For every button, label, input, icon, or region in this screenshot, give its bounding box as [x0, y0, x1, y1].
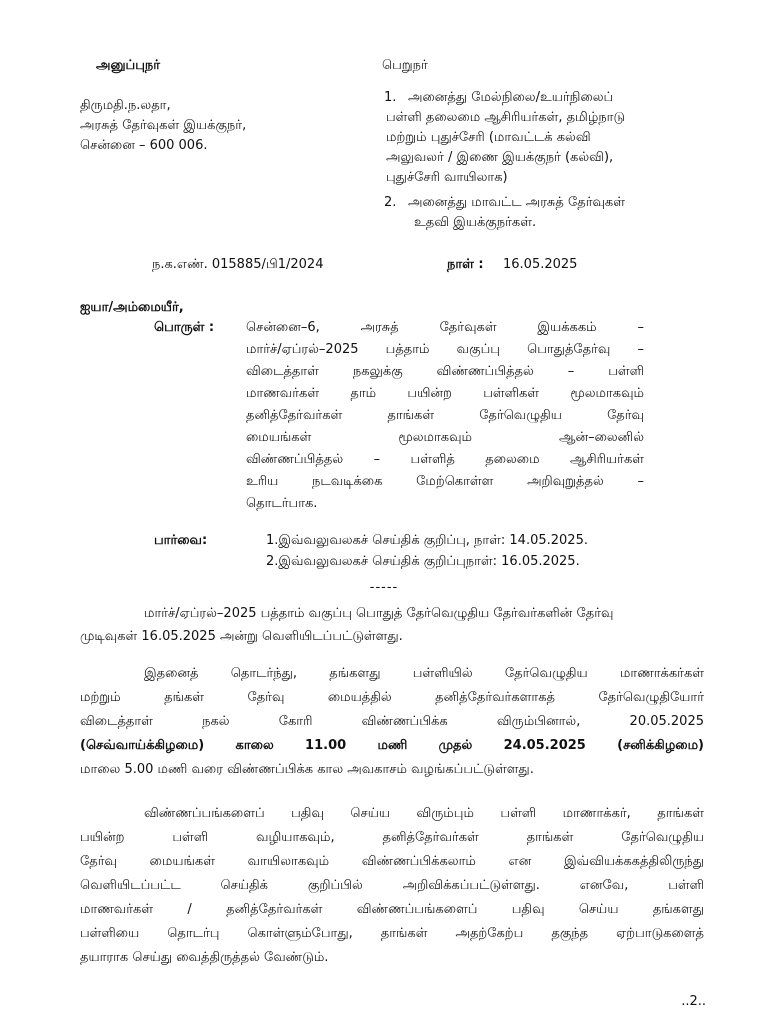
paragraph-line: மாணவர்கள் / தனித்தேர்வர்கள் விண்ணப்பங்களைப் பதிவு செய்ய தங்களது	[80, 902, 704, 917]
subject-line: சென்னை–6, அரசுத் தேர்வுகள் இயக்ககம் –	[246, 320, 644, 335]
page-marker: ..2..	[681, 994, 706, 1009]
date-label: நாள் :	[447, 257, 484, 272]
paragraph-line: பள்ளியை தொடர்பு கொள்ளும்போது, தாங்கள் அதற்கேற்ப தகுந்த ஏற்பாடுகளைத்	[80, 926, 704, 941]
recipient-item-number: 1.	[384, 90, 397, 105]
recipient-item-line: அலுவலர் / இணை இயக்குநர் (கல்வி),	[386, 150, 614, 165]
separator: -----	[369, 580, 399, 595]
recipient-heading: பெறுநர்	[382, 58, 428, 73]
reference-line: 2.இவ்வலுவலகச் செய்திக் குறிப்புநாள்: 16.05.2025.	[266, 554, 580, 569]
ref-number: ந.க.எண். 015885/பி1/2024	[152, 257, 324, 272]
paragraph-line: மார்ச்/ஏப்ரல்–2025 பத்தாம் வகுப்பு பொதுத் தேர்வெழுதிய தேர்வர்களின் தேர்வு	[144, 606, 614, 621]
reference-label: பார்வை:	[154, 533, 208, 548]
subject-line: தனித்தேர்வர்கள் தாங்கள் தேர்வெழுதிய தேர்வு	[246, 408, 644, 423]
paragraph-line: விடைத்தாள் நகல் கோரி விண்ணப்பிக்க விரும்பினால், 20.05.2025	[80, 714, 704, 729]
paragraph-line: முடிவுகள் 16.05.2025 அன்று வெளியிடப்பட்டுள்ளது.	[80, 629, 403, 644]
subject-line: உரிய நடவடிக்கை மேற்கொள்ள அறிவுறுத்தல் –	[246, 474, 644, 489]
reference-line: 1.இவ்வலுவலகச் செய்திக் குறிப்பு, நாள்: 14.05.2025.	[266, 533, 588, 548]
subject-line: மார்ச்/ஏப்ரல்–2025 பத்தாம் வகுப்பு பொதுத்தேர்வு –	[246, 342, 644, 357]
paragraph-line: விண்ணப்பங்களைப் பதிவு செய்ய விரும்பும் பள்ளி மாணாக்கர், தாங்கள்	[144, 806, 704, 821]
paragraph-line: பயின்ற பள்ளி வழியாகவும், தனித்தேர்வர்கள் தாங்கள் தேர்வெழுதிய	[80, 830, 704, 845]
paragraph-line: மற்றும் தங்கள் தேர்வு மையத்தில் தனித்தேர்வர்களாகத் தேர்வெழுதியோர்	[80, 690, 704, 705]
paragraph-line: தயாராக செய்து வைத்திருத்தல் வேண்டும்.	[80, 950, 329, 965]
sender-name: திருமதி.ந.லதா,	[80, 98, 171, 113]
subject-line: விடைத்தாள் நகலுக்கு விண்ணப்பித்தல் – பள்ளி	[246, 364, 644, 379]
subject-label: பொருள் :	[154, 320, 215, 335]
subject-line: மாணவர்கள் தாம் பயின்ற பள்ளிகள் மூலமாகவும்	[246, 386, 644, 401]
subject-line: மையங்கள் மூலமாகவும் ஆன்–லைனில்	[246, 430, 644, 445]
date-value: 16.05.2025	[503, 257, 578, 272]
paragraph-line: மாலை 5.00 மணி வரை விண்ணப்பிக்க கால அவகாசம் வழங்கப்பட்டுள்ளது.	[80, 762, 534, 777]
recipient-item-line: பள்ளி தலைமை ஆசிரியர்கள், தமிழ்நாடு	[386, 110, 626, 125]
recipient-item-line: மற்றும் புதுச்சேரி (மாவட்டக் கல்வி	[386, 130, 591, 145]
recipient-item-line: அனைத்து மாவட்ட அரசுத் தேர்வுகள்	[408, 195, 625, 210]
salutation: ஐயா/அம்மையீர்,	[80, 300, 184, 315]
sender-designation: அரசுத் தேர்வுகள் இயக்குநர்,	[80, 118, 247, 133]
recipient-item-number: 2.	[384, 195, 397, 210]
paragraph-line-bold: (செவ்வாய்க்கிழமை) காலை 11.00 மணி முதல் 24.05.2025 (சனிக்கிழமை)	[80, 738, 704, 753]
sender-address: சென்னை – 600 006.	[80, 138, 208, 153]
sender-heading: அனுப்புநர்	[96, 58, 161, 73]
subject-line: தொடர்பாக.	[246, 496, 318, 511]
paragraph-line: வெளியிடப்பட்ட செய்திக் குறிப்பில் அறிவிக்கப்பட்டுள்ளது. எனவே, பள்ளி	[80, 878, 704, 893]
paragraph-line: இதனைத் தொடர்ந்து, தங்களது பள்ளியில் தேர்வெழுதிய மாணாக்கர்கள்	[144, 666, 704, 681]
paragraph-line: தேர்வு மையங்கள் வாயிலாகவும் விண்ணப்பிக்கலாம் என இவ்வியக்ககத்திலிருந்து	[80, 854, 704, 869]
recipient-item-line: அனைத்து மேல்நிலை/உயர்நிலைப்	[408, 90, 614, 105]
recipient-item-line: புதுச்சேரி வாயிலாக)	[386, 170, 508, 185]
subject-line: விண்ணப்பித்தல் – பள்ளித் தலைமை ஆசிரியர்கள்	[246, 452, 644, 467]
recipient-item-line: உதவி இயக்குநர்கள்.	[414, 215, 537, 230]
